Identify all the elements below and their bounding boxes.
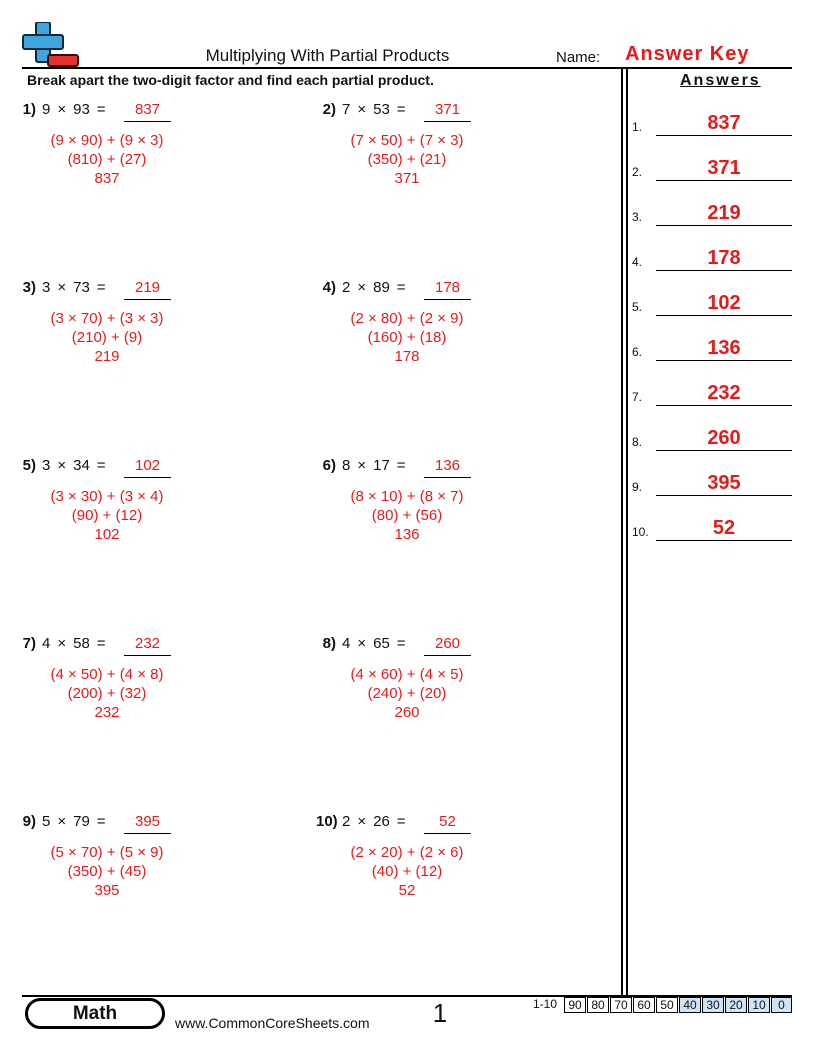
factor-a: 2 bbox=[342, 813, 351, 830]
work-line-2: (240) + (20) bbox=[367, 685, 447, 702]
answer-line bbox=[656, 495, 792, 496]
answer-blank[interactable]: 232 bbox=[124, 635, 171, 656]
times-sign: × bbox=[57, 457, 67, 474]
work-line-1: (2 × 20) + (2 × 6) bbox=[350, 844, 464, 861]
answer-line bbox=[656, 405, 792, 406]
equals-sign: = bbox=[96, 457, 106, 474]
problem-4 bbox=[316, 279, 586, 389]
answer-line bbox=[656, 450, 792, 451]
factor-b: 79 bbox=[73, 813, 90, 830]
worksheet-title: Multiplying With Partial Products bbox=[205, 46, 450, 65]
work-line-1: (9 × 90) + (9 × 3) bbox=[50, 132, 164, 149]
work-line-1: (8 × 10) + (8 × 7) bbox=[350, 488, 464, 505]
work-line-2: (80) + (56) bbox=[371, 507, 443, 524]
answer-blank[interactable]: 52 bbox=[424, 813, 471, 834]
work-line-3: 232 bbox=[94, 704, 120, 721]
answer-blank[interactable]: 395 bbox=[124, 813, 171, 834]
answer-row-8 bbox=[632, 415, 792, 455]
problem-equation bbox=[42, 635, 113, 652]
equals-sign: = bbox=[396, 457, 406, 474]
work-line-1: (3 × 30) + (3 × 4) bbox=[50, 488, 164, 505]
factor-a: 2 bbox=[342, 279, 351, 296]
instructions: Break apart the two-digit factor and find each partial product. bbox=[27, 72, 434, 88]
factor-a: 7 bbox=[342, 101, 351, 118]
problem-equation bbox=[42, 813, 113, 830]
answer-number: 9. bbox=[632, 480, 643, 494]
times-sign: × bbox=[57, 635, 67, 652]
times-sign: × bbox=[57, 279, 67, 296]
factor-a: 4 bbox=[42, 635, 51, 652]
problem-equation bbox=[342, 101, 413, 118]
answer-line bbox=[656, 180, 792, 181]
problem-10 bbox=[316, 813, 586, 923]
factor-a: 5 bbox=[42, 813, 51, 830]
work-line-1: (4 × 50) + (4 × 8) bbox=[50, 666, 164, 683]
factor-b: 17 bbox=[373, 457, 390, 474]
work-line-1: (4 × 60) + (4 × 5) bbox=[350, 666, 464, 683]
website-link[interactable]: www.CommonCoreSheets.com bbox=[175, 1015, 370, 1031]
times-sign: × bbox=[357, 813, 367, 830]
answer-blank[interactable]: 260 bbox=[424, 635, 471, 656]
answer-row-6 bbox=[632, 325, 792, 365]
page-number: 1 bbox=[432, 998, 448, 1028]
work-line-3: 178 bbox=[394, 348, 420, 365]
problem-equation bbox=[342, 279, 413, 296]
factor-a: 9 bbox=[42, 101, 51, 118]
problem-1 bbox=[16, 101, 286, 211]
factor-b: 58 bbox=[73, 635, 90, 652]
answer-row-2 bbox=[632, 145, 792, 185]
problem-number: 3) bbox=[22, 279, 36, 296]
score-box-40: 40 bbox=[679, 997, 701, 1013]
times-sign: × bbox=[57, 101, 67, 118]
work-line-2: (200) + (32) bbox=[67, 685, 147, 702]
answer-blank[interactable]: 837 bbox=[124, 101, 171, 122]
score-box-30: 30 bbox=[702, 997, 724, 1013]
answer-line bbox=[656, 360, 792, 361]
work-line-3: 395 bbox=[94, 882, 120, 899]
answer-value[interactable]: 102 bbox=[707, 292, 741, 314]
answer-value[interactable]: 232 bbox=[707, 382, 741, 404]
answer-number: 6. bbox=[632, 345, 643, 359]
answer-number: 5. bbox=[632, 300, 643, 314]
answer-blank[interactable]: 371 bbox=[424, 101, 471, 122]
answer-blank[interactable]: 136 bbox=[424, 457, 471, 478]
factor-b: 53 bbox=[373, 101, 390, 118]
score-box-20: 20 bbox=[725, 997, 747, 1013]
score-box-0: 0 bbox=[771, 997, 792, 1013]
problem-2 bbox=[316, 101, 586, 211]
work-line-2: (40) + (12) bbox=[371, 863, 443, 880]
problem-6 bbox=[316, 457, 586, 567]
work-line-3: 102 bbox=[94, 526, 120, 543]
answer-value[interactable]: 837 bbox=[707, 112, 741, 134]
equals-sign: = bbox=[96, 813, 106, 830]
answer-value[interactable]: 136 bbox=[707, 337, 741, 359]
problem-8 bbox=[316, 635, 586, 745]
plus-minus-logo-icon bbox=[22, 22, 80, 68]
work-line-1: (5 × 70) + (5 × 9) bbox=[50, 844, 164, 861]
answer-row-5 bbox=[632, 280, 792, 320]
subject-badge: Math bbox=[25, 998, 165, 1029]
problem-equation bbox=[342, 635, 413, 652]
answer-row-3 bbox=[632, 190, 792, 230]
problem-equation bbox=[42, 279, 113, 296]
name-label: Name: bbox=[556, 49, 601, 66]
score-box-70: 70 bbox=[610, 997, 632, 1013]
work-line-2: (810) + (27) bbox=[67, 151, 147, 168]
answer-number: 1. bbox=[632, 120, 643, 134]
factor-b: 34 bbox=[73, 457, 90, 474]
column-divider-left bbox=[621, 68, 623, 995]
equals-sign: = bbox=[396, 813, 406, 830]
problem-equation bbox=[342, 813, 413, 830]
work-line-1: (2 × 80) + (2 × 9) bbox=[350, 310, 464, 327]
problem-7 bbox=[16, 635, 286, 745]
answer-row-7 bbox=[632, 370, 792, 410]
answer-blank[interactable]: 219 bbox=[124, 279, 171, 300]
answer-number: 4. bbox=[632, 255, 643, 269]
problem-equation bbox=[42, 101, 113, 118]
score-box-60: 60 bbox=[633, 997, 655, 1013]
factor-b: 65 bbox=[373, 635, 390, 652]
work-line-3: 219 bbox=[94, 348, 120, 365]
factor-b: 93 bbox=[73, 101, 90, 118]
answer-number: 10. bbox=[632, 525, 649, 539]
times-sign: × bbox=[357, 457, 367, 474]
equals-sign: = bbox=[396, 279, 406, 296]
answer-value[interactable]: 178 bbox=[707, 247, 741, 269]
answer-line bbox=[656, 315, 792, 316]
answers-heading: Answers bbox=[680, 72, 761, 89]
answer-row-9 bbox=[632, 460, 792, 500]
work-line-3: 371 bbox=[394, 170, 420, 187]
problem-5 bbox=[16, 457, 286, 567]
answer-blank[interactable]: 178 bbox=[424, 279, 471, 300]
score-box-90: 90 bbox=[564, 997, 586, 1013]
factor-a: 8 bbox=[342, 457, 351, 474]
problem-equation bbox=[42, 457, 113, 474]
answer-row-4 bbox=[632, 235, 792, 275]
score-box-10: 10 bbox=[748, 997, 770, 1013]
work-line-2: (160) + (18) bbox=[367, 329, 447, 346]
problem-number: 10) bbox=[316, 813, 338, 830]
problem-number: 9) bbox=[22, 813, 36, 830]
answer-line bbox=[656, 540, 792, 541]
answer-number: 7. bbox=[632, 390, 643, 404]
problem-equation bbox=[342, 457, 413, 474]
answer-line bbox=[656, 135, 792, 136]
work-line-1: (3 × 70) + (3 × 3) bbox=[50, 310, 164, 327]
work-line-2: (90) + (12) bbox=[71, 507, 143, 524]
answer-number: 2. bbox=[632, 165, 643, 179]
score-range-label: 1-10 bbox=[533, 997, 558, 1011]
times-sign: × bbox=[357, 101, 367, 118]
answer-number: 8. bbox=[632, 435, 643, 449]
work-line-3: 837 bbox=[94, 170, 120, 187]
work-line-3: 136 bbox=[394, 526, 420, 543]
factor-a: 3 bbox=[42, 279, 51, 296]
equals-sign: = bbox=[396, 101, 406, 118]
work-line-2: (210) + (9) bbox=[71, 329, 143, 346]
answer-row-10 bbox=[632, 505, 792, 545]
problem-number: 2) bbox=[322, 101, 336, 118]
work-line-2: (350) + (45) bbox=[67, 863, 147, 880]
answer-row-1 bbox=[632, 100, 792, 140]
problem-number: 8) bbox=[322, 635, 336, 652]
work-line-2: (350) + (21) bbox=[367, 151, 447, 168]
factor-b: 89 bbox=[373, 279, 390, 296]
work-line-1: (7 × 50) + (7 × 3) bbox=[350, 132, 464, 149]
times-sign: × bbox=[357, 279, 367, 296]
factor-b: 73 bbox=[73, 279, 90, 296]
times-sign: × bbox=[357, 635, 367, 652]
equals-sign: = bbox=[396, 635, 406, 652]
answer-number: 3. bbox=[632, 210, 643, 224]
problem-number: 5) bbox=[22, 457, 36, 474]
problem-number: 6) bbox=[322, 457, 336, 474]
score-box-80: 80 bbox=[587, 997, 609, 1013]
answer-value[interactable]: 52 bbox=[712, 517, 736, 539]
problem-number: 1) bbox=[22, 101, 36, 118]
equals-sign: = bbox=[96, 279, 106, 296]
work-line-3: 260 bbox=[394, 704, 420, 721]
column-divider-right bbox=[626, 68, 628, 995]
answer-line bbox=[656, 225, 792, 226]
answer-line bbox=[656, 270, 792, 271]
equals-sign: = bbox=[96, 101, 106, 118]
answer-value[interactable]: 260 bbox=[707, 427, 741, 449]
answer-value[interactable]: 395 bbox=[707, 472, 741, 494]
problem-number: 7) bbox=[22, 635, 36, 652]
factor-b: 26 bbox=[373, 813, 390, 830]
header-divider bbox=[22, 67, 792, 69]
answer-blank[interactable]: 102 bbox=[124, 457, 171, 478]
answer-key-label: Answer Key bbox=[625, 43, 750, 65]
factor-a: 3 bbox=[42, 457, 51, 474]
problem-3 bbox=[16, 279, 286, 389]
times-sign: × bbox=[57, 813, 67, 830]
equals-sign: = bbox=[96, 635, 106, 652]
answer-value[interactable]: 219 bbox=[707, 202, 741, 224]
problem-9 bbox=[16, 813, 286, 923]
work-line-3: 52 bbox=[398, 882, 416, 899]
score-box-50: 50 bbox=[656, 997, 678, 1013]
answer-value[interactable]: 371 bbox=[707, 157, 741, 179]
problem-number: 4) bbox=[322, 279, 336, 296]
factor-a: 4 bbox=[342, 635, 351, 652]
